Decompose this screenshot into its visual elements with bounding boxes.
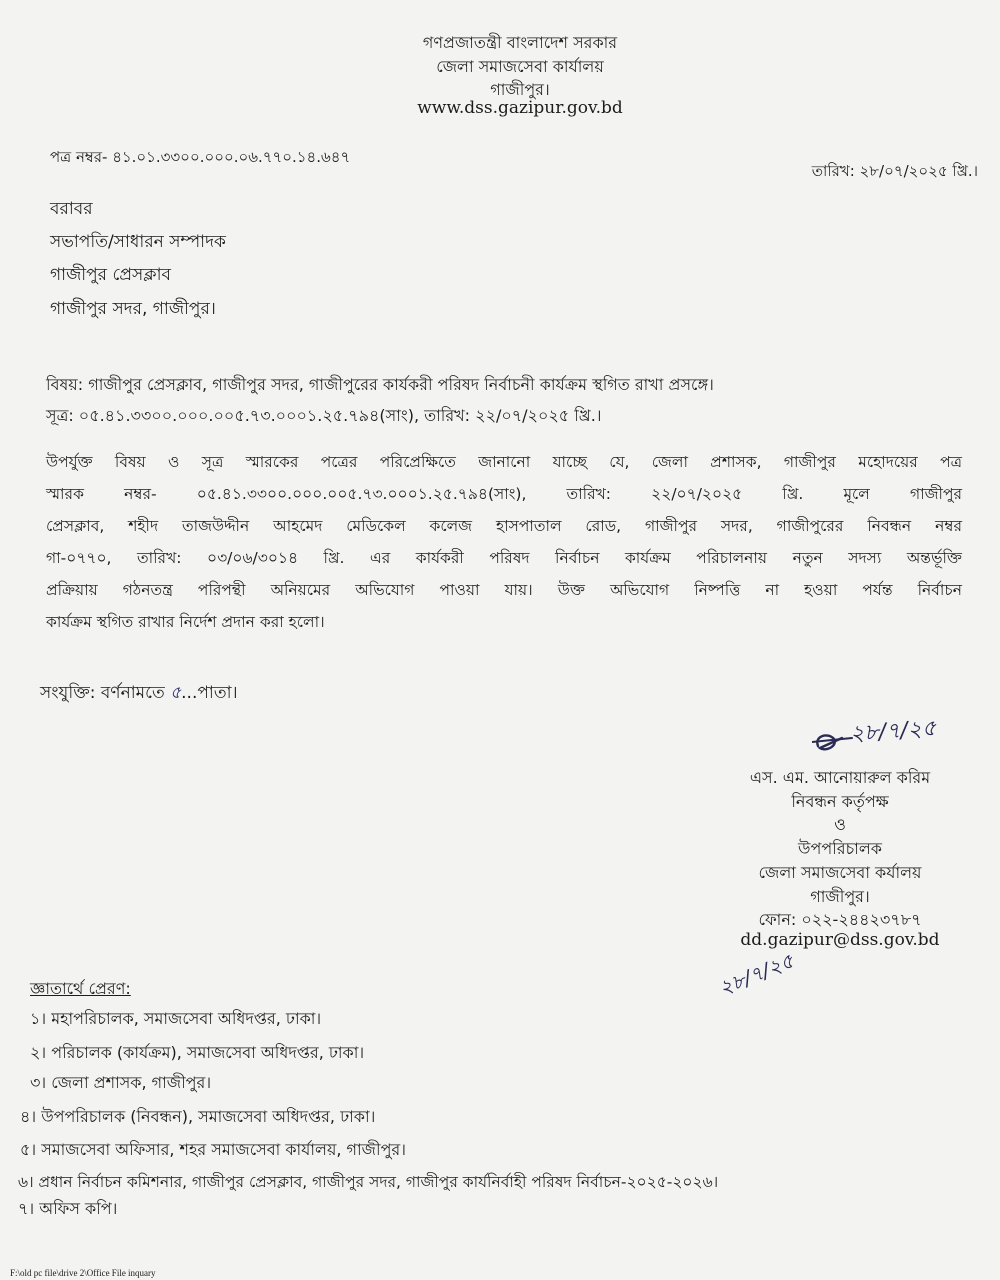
office-website: www.dss.gazipur.gov.bd <box>417 98 623 118</box>
memo-date: তারিখ: ২৮/০৭/২০২৫ খ্রি.। <box>811 162 978 180</box>
signatory-title-registration: নিবন্ধন কর্তৃপক্ষ <box>791 792 889 811</box>
recipient-address: গাজীপুর সদর, গাজীপুর। <box>50 299 216 319</box>
signatory-office: জেলা সমাজসেবা কর্যালয় <box>758 863 922 882</box>
distribution-item: ৬। প্রধান নির্বাচন কমিশনার, গাজীপুর প্রেসক্লাব, গাজীপুর সদর, গাজীপুর কার্যনির্বাহী পরিষদ নির্বাচন-২০২৫-২০২৬। <box>18 1173 719 1191</box>
signatory-designation: উপপরিচালক <box>798 839 882 858</box>
signatory-city: গাজীপুর। <box>810 887 870 906</box>
attachment-prefix: সংযুক্তি: বর্ণনামতে <box>40 683 165 703</box>
recipient-title: সভাপতি/সাধারন সম্পাদক <box>50 232 226 252</box>
distribution-item: ৭। অফিস কপি। <box>18 1199 118 1218</box>
govt-name: গণপ্রজাতন্ত্রী বাংলাদেশ সরকার <box>422 33 618 52</box>
signatory-email: dd.gazipur@dss.gov.bd <box>740 930 940 950</box>
distribution-item: ১। মহাপরিচালক, সমাজসেবা অধিদপ্তর, ঢাকা। <box>30 1009 322 1028</box>
initial-date-handwritten: ২৮/৭/২৫ <box>715 948 798 1001</box>
office-city: গাজীপুর। <box>490 80 550 99</box>
office-name: জেলা সমাজসেবা কার্যালয় <box>436 57 604 76</box>
attachment-line <box>40 680 238 708</box>
body-line: গা-০৭৭০, তারিখ: ০৩/০৬/৩০১৪ খ্রি. এর কার্যকরী পরিষদ নির্বাচন কার্যক্রম পরিচালনায় নতুন সদস্য অন্তর্ভূক্তি <box>46 549 962 567</box>
subject-line: বিষয়: গাজীপুর প্রেসক্লাব, গাজীপুর সদর, গাজীপুরের কার্যকরী পরিষদ নির্বাচনী কার্যক্রম স্থগিত রাখা প্রসঙ্গে। <box>46 375 714 394</box>
distribution-item: ৩। জেলা প্রশাসক, গাজীপুর। <box>30 1073 212 1092</box>
distribution-title: জ্ঞাতার্থে প্রেরণ: <box>30 979 131 998</box>
attachment-dots: ... <box>181 683 198 703</box>
signatory-conjunction: ও <box>834 815 846 834</box>
body-line: কার্যক্রম স্থগিত রাখার নির্দেশ প্রদান করা হলো। <box>46 613 325 631</box>
distribution-item: ৪। উপপরিচালক (নিবন্ধন), সমাজসেবা অধিদপ্তর, ঢাকা। <box>20 1107 376 1126</box>
attachment-suffix: পাতা। <box>197 683 238 703</box>
distribution-item: ৫। সমাজসেবা অফিসার, শহর সমাজসেবা কার্যালয়, গাজীপুর। <box>20 1140 406 1159</box>
signature-date-handwritten: ২৮/৭/২৫ <box>849 716 937 747</box>
signatory-phone: ফোন: ০২২-২৪৪২৩৭৮৭ <box>758 910 922 929</box>
signatory-name: এস. এম. আনোয়ারুল করিম <box>749 768 931 787</box>
body-line: প্রেসক্লাব, শহীদ তাজউদ্দীন আহমেদ মেডিকেল কলেজ হাসপাতাল রোড, গাজীপুর সদর, গাজীপুরের নিবন্ধন নম্বর <box>46 517 962 535</box>
body-line: প্রক্রিয়ায় গঠনতন্ত্র পরিপন্থী অনিয়মের অভিযোগ পাওয়া যায়। উক্ত অভিযোগ নিষ্পত্তি না হওয়া পর্যন্ত নির্বাচন <box>46 581 962 599</box>
file-path-footer: F:\old pc file\drive 2\Office File inquary <box>10 1268 156 1278</box>
recipient-salutation: বরাবর <box>50 199 93 219</box>
reference-line: সূত্র: ০৫.৪১.৩৩০০.০০০.০০৫.৭৩.০০০১.২৫.৭৯৪(সাং), তারিখ: ২২/০৭/২০২৫ খ্রি.। <box>46 406 602 425</box>
body-line: স্মারক নম্বর- ০৫.৪১.৩৩০০.০০০.০০৫.৭৩.০০০১.২৫.৭৯৪(সাং), তারিখ: ২২/০৭/২০২৫ খ্রি. মূলে গাজীপুর <box>46 485 962 503</box>
memo-number: পত্র নম্বর- ৪১.০১.৩৩০০.০০০.০৬.৭৭০.১৪.৬৪৭ <box>50 148 351 166</box>
distribution-item: ২। পরিচালক (কার্যক্রম), সমাজসেবা অধিদপ্তর, ঢাকা। <box>30 1043 365 1062</box>
attachment-count-handwritten: ৫ <box>170 683 182 703</box>
recipient-organization: গাজীপুর প্রেসক্লাব <box>50 265 171 285</box>
body-paragraph <box>46 446 962 638</box>
body-line: উপর্যুক্ত বিষয় ও সূত্র স্মারকের পত্রের পরিপ্রেক্ষিতে জানানো যাচ্ছে যে, জেলা প্রশাসক, গাজীপুর মহোদয়ের পত্র <box>46 453 962 471</box>
